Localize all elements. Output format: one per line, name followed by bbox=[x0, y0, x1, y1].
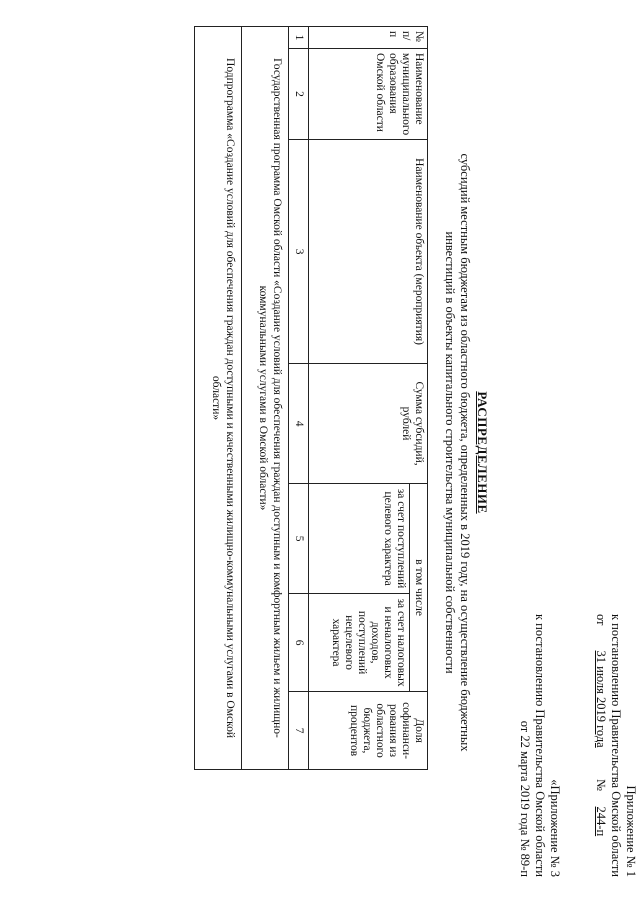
col-number: 7 bbox=[289, 692, 309, 770]
col-number: 4 bbox=[289, 364, 309, 484]
header-share: Доля софинанси-рования из областного бюджета, процентов bbox=[309, 692, 428, 770]
attachment-3-title: «Приложение № 3 bbox=[548, 779, 562, 877]
document-title: РАСПРЕДЕЛЕНИЕ bbox=[475, 391, 490, 514]
col-number: 6 bbox=[289, 594, 309, 692]
header-non-targeted: за счет налоговых и неналоговых доходов, поступлений нецелевого характера bbox=[309, 594, 410, 692]
header-object: Наименование объекта (мероприятия) bbox=[309, 140, 428, 364]
attachment-1-date: 31 июля 2019 года bbox=[594, 650, 608, 748]
subprogram-row bbox=[195, 27, 242, 882]
header-targeted: за счет поступлений целевого характера bbox=[309, 484, 410, 594]
header-num: № п/п bbox=[309, 27, 428, 49]
subprogram-title: Подпрограмма «Создание условий для обеспечения граждан доступными и качественными жилищно-коммунальными услугами в Омской области» bbox=[195, 27, 242, 770]
header-including: в том числе bbox=[410, 484, 428, 692]
subtitle-line-2: инвестиций в объекты капитального строительства муниципальной собственности bbox=[443, 231, 457, 674]
from-label: от bbox=[594, 613, 608, 626]
attachment-1-date-line bbox=[593, 614, 608, 877]
attachment-1-block bbox=[593, 614, 638, 877]
col-number: 5 bbox=[289, 484, 309, 594]
table-header-row bbox=[410, 27, 428, 882]
attachment-1-title: Приложение № 1 bbox=[624, 785, 638, 877]
table-right-gap bbox=[195, 770, 428, 881]
table-number-row bbox=[289, 27, 309, 882]
col-number: 2 bbox=[289, 49, 309, 140]
program-row bbox=[242, 27, 289, 882]
attachment-3-ref: к постановлению Правительства Омской области bbox=[533, 613, 547, 877]
subtitle-line-1: субсидий местным бюджетам из областного бюджета, определенных в 2019 году, на осуществление бюджетных bbox=[458, 153, 472, 752]
header-municipality: Наименование муниципального образования Омской области bbox=[309, 49, 428, 140]
attachment-3-block bbox=[517, 614, 562, 877]
number-label: № bbox=[594, 778, 608, 791]
attachment-1-ref: к постановлению Правительства Омской области bbox=[609, 613, 623, 877]
attachment-1-number: 244-п bbox=[594, 806, 608, 837]
document-subtitle bbox=[442, 120, 472, 785]
col-number: 1 bbox=[289, 27, 309, 49]
distribution-table bbox=[194, 26, 428, 881]
header-subsidy-sum: Сумма субсидий, рублей bbox=[309, 364, 428, 484]
attachment-3-date: от 22 марта 2019 года № 89-п bbox=[518, 720, 532, 877]
program-title: Государственная программа Омской области «Создание условий для обеспечения граждан доступным и комфортным жильем и жилищно-коммунальными услугами в Омской области» bbox=[242, 27, 289, 770]
col-number: 3 bbox=[289, 140, 309, 364]
